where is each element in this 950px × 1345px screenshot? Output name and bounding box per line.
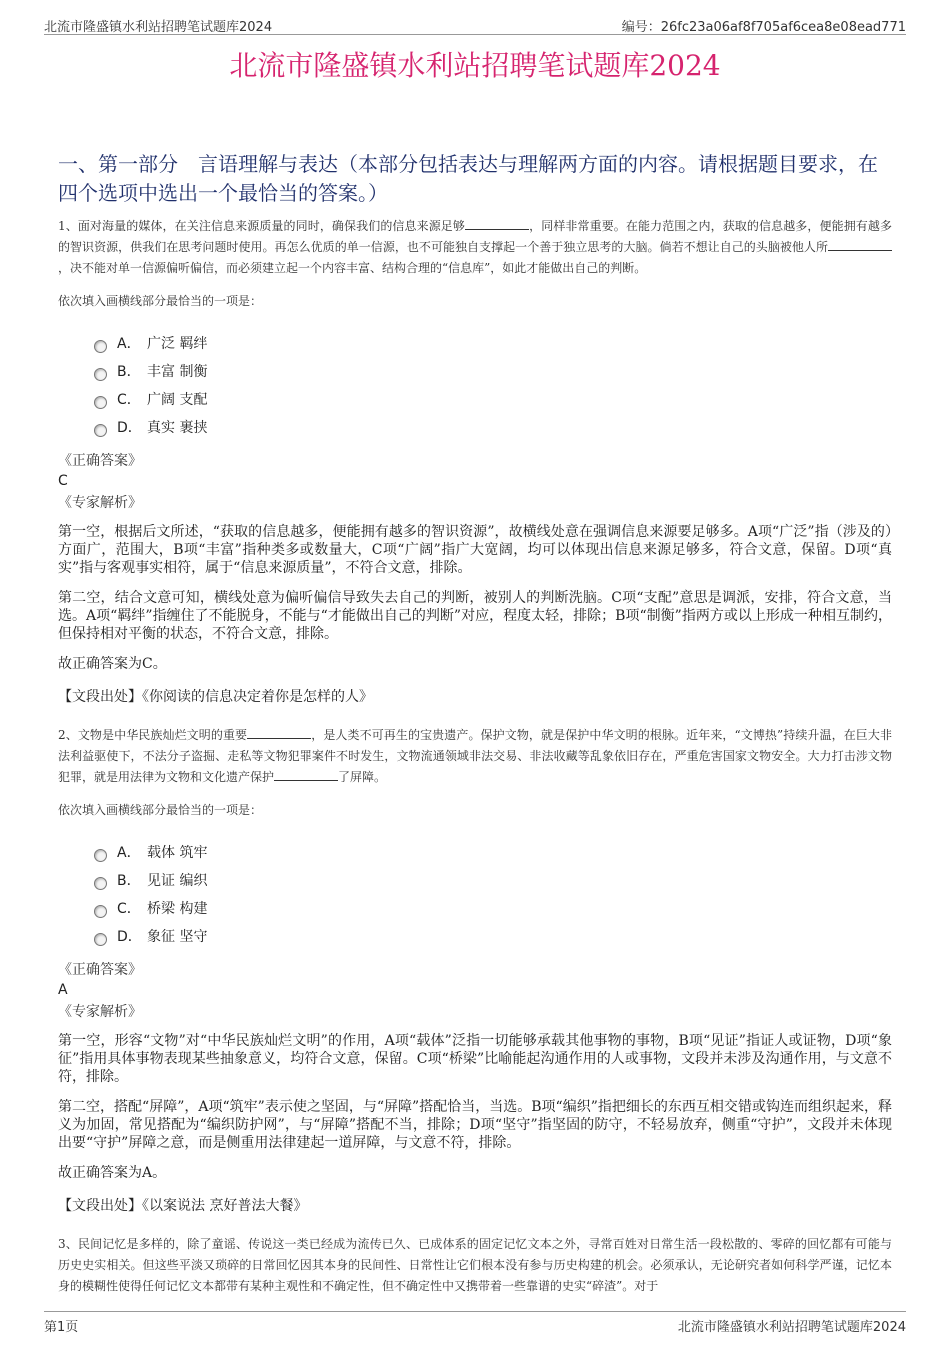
question-prompt: 依次填入画横线部分最恰当的一项是： [58, 294, 263, 308]
answer-blank [828, 239, 892, 251]
page-title: 北流市隆盛镇水利站招聘笔试题库2024 [229, 49, 721, 82]
option-text: 真实 裹挟 [147, 420, 208, 436]
header-doc-id: 编号：26fc23a06af8f705af6cea8e08ead771 [621, 20, 906, 35]
option-text: 丰富 制衡 [147, 364, 208, 380]
analysis-tag: 《专家解析》 [58, 1004, 142, 1020]
answer-tag: 《正确答案》 [58, 962, 142, 978]
option-text: 载体 筑牢 [147, 845, 208, 861]
option-letter: C． [117, 901, 141, 917]
analysis-tag: 《专家解析》 [58, 495, 142, 511]
page-number: 第1页 [44, 1320, 79, 1335]
question-1 [58, 216, 892, 707]
radio-button[interactable] [94, 905, 107, 918]
question-text-part: 了屏障。 [338, 770, 387, 784]
radio-button[interactable] [94, 424, 107, 437]
option-text: 广泛 羁绊 [147, 336, 208, 352]
option-c[interactable] [94, 894, 892, 922]
option-d[interactable] [94, 413, 892, 441]
analysis-paragraph: 第二空，搭配“屏障”，A项“筑牢”表示使之坚固，与“屏障”搭配恰当，当选。B项“编织”指把细长的东西互相交错或钩连而组织起来，释义为加固，常见搭配为“编织防护网”，与“屏障”搭配不当，排除；D项“坚守”指坚固的防守，不轻易放弃，侧重“守护”，文段并未体现出要“守护”屏障之意，而是侧重用法律建起一道屏障，与文意不符，排除。 [58, 1099, 892, 1151]
analysis-paragraph: 第二空，结合文意可知，横线处意为偏听偏信导致失去自己的判断，被别人的判断洗脑。C项“支配”意思是调派，安排，符合文意，当选。A项“羁绊”指缠住了不能脱身，不能与“才能做出自己的判断”对应，程度太轻，排除；B项“制衡”指两方或以上形成一种相互制约，但保持相对平衡的状态，不符合文意，排除。 [58, 590, 892, 642]
option-d[interactable] [94, 922, 892, 950]
source-citation: 【文段出处】《你阅读的信息决定着你是怎样的人》 [58, 689, 373, 705]
question-list [58, 216, 892, 1297]
question-prompt: 依次填入画横线部分最恰当的一项是： [58, 803, 263, 817]
answer-value: A [58, 982, 68, 998]
page-footer [44, 1311, 906, 1334]
question-text-part: ，决不能对单一信源偏听偏信，而必须建立起一个内容丰富、结构合理的“信息库”，如此才能做出自己的判断。 [58, 261, 647, 275]
question-3 [58, 1234, 892, 1297]
question-1-text [58, 216, 892, 279]
question-text-part: 2、文物是中华民族灿烂文明的重要 [58, 728, 248, 742]
analysis-paragraph: 第一空，形容“文物”对“中华民族灿烂文明”的作用，A项“载体”泛指一切能够承载其他事物的事物，B项“见证”指证人或证物，D项“象征”指用具体事物表现某些抽象意义，均符合文意，保留。C项“桥梁”比喻能起沟通作用的人或事物，文段并未涉及沟通作用，与文意不符，排除。 [58, 1033, 892, 1085]
analysis-paragraph: 第一空，根据后文所述，“获取的信息越多，便能拥有越多的智识资源”，故横线处意在强调信息来源要足够多。A项“广泛”指（涉及的）方面广，范围大，B项“丰富”指种类多或数量大，C项“广阔”指广大宽阔，均可以体现出信息来源足够多，符合文意，保留。D项“真实”指与客观事实相符，属于“信息来源质量”，不符合文意，排除。 [58, 524, 892, 576]
options-list [94, 329, 892, 441]
question-3-text: 3、民间记忆是多样的，除了童谣、传说这一类已经成为流传已久、已成体系的固定记忆文本之外，寻常百姓对日常生活一段松散的、零碎的回忆都有可能与历史史实相关。但这些平淡又琐碎的日常回忆因其本身的民间性、日常性让它们根本没有参与历史构建的机会。必须承认，无论研究者如何科学严谨，记忆本身的模糊性使得任何记忆文本都带有某种主观性和不确定性，但不确定性中又携带着一些靠谱的史实“碎渣”。对于 [58, 1237, 892, 1293]
option-letter: A． [117, 336, 141, 352]
page-header [44, 14, 906, 35]
section-heading: 一、第一部分 言语理解与表达（本部分包括表达与理解两方面的内容。请根据题目要求，在四个选项中选出一个最恰当的答案。） [58, 152, 878, 205]
answer-value: C [58, 473, 68, 489]
options-list [94, 838, 892, 950]
option-text: 象征 坚守 [147, 929, 208, 945]
radio-button[interactable] [94, 849, 107, 862]
option-c[interactable] [94, 385, 892, 413]
answer-blank [274, 769, 338, 781]
option-letter: C． [117, 392, 141, 408]
question-text-part: 1、面对海量的媒体，在关注信息来源质量的同时，确保我们的信息来源足够 [58, 219, 466, 233]
analysis-conclusion: 故正确答案为C。 [58, 656, 167, 672]
source-citation: 【文段出处】《以案说法 烹好普法大餐》 [58, 1198, 308, 1214]
option-letter: B． [117, 873, 141, 889]
option-letter: D． [117, 929, 142, 945]
option-letter: D． [117, 420, 142, 436]
radio-button[interactable] [94, 368, 107, 381]
answer-blank [465, 218, 529, 230]
option-letter: A． [117, 845, 141, 861]
analysis-conclusion: 故正确答案为A。 [58, 1165, 167, 1181]
radio-button[interactable] [94, 340, 107, 353]
header-title: 北流市隆盛镇水利站招聘笔试题库2024 [44, 20, 273, 35]
option-b[interactable] [94, 866, 892, 894]
option-text: 见证 编织 [147, 873, 208, 889]
question-2 [58, 725, 892, 1216]
radio-button[interactable] [94, 933, 107, 946]
answer-tag: 《正确答案》 [58, 453, 142, 469]
option-b[interactable] [94, 357, 892, 385]
option-a[interactable] [94, 838, 892, 866]
question-2-text [58, 725, 892, 788]
option-text: 桥梁 构建 [147, 901, 208, 917]
option-text: 广阔 支配 [147, 392, 208, 408]
radio-button[interactable] [94, 396, 107, 409]
question-text-part: ，是人类不可再生的宝贵遗产。保护文物，就是保护中华文明的根脉。近年来，“文博热”持续升温，在巨大非法利益驱使下，不法分子盗掘、走私等文物犯罪案件不时发生，文物流通领域非法交易、非法收藏等乱象依旧存在，严重危害国家文物安全。大力打击涉文物犯罪，就是用法律为文物和文化遗产保护 [58, 728, 892, 784]
answer-blank [247, 727, 311, 739]
radio-button[interactable] [94, 877, 107, 890]
question-text-part: ，同样非常重要。在能力范围之内，获取的信息越多，便能拥有越多的智识资源，供我们在思考问题时使用。再怎么优质的单一信源，也不可能独自支撑起一个善于独立思考的大脑。倘若不想让自己的头脑被他人所 [58, 219, 892, 254]
footer-title: 北流市隆盛镇水利站招聘笔试题库2024 [677, 1320, 906, 1335]
option-a[interactable] [94, 329, 892, 357]
option-letter: B． [117, 364, 141, 380]
